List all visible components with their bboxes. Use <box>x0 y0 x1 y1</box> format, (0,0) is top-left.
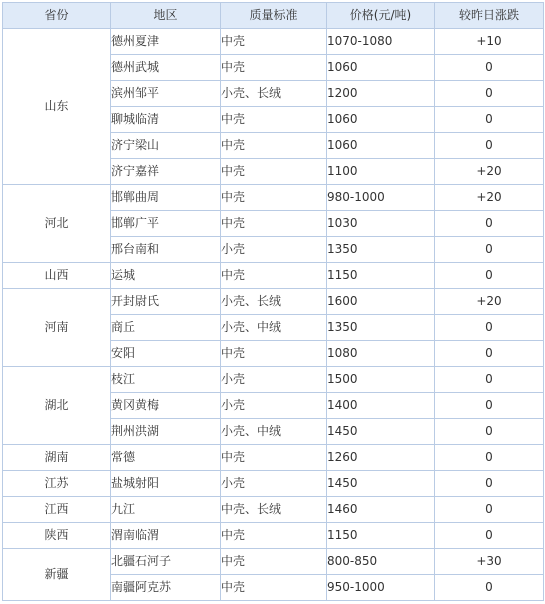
change-cell: 0 <box>435 471 544 497</box>
table-row <box>3 185 544 211</box>
quality-cell: 小壳 <box>221 237 327 263</box>
region-cell: 南疆阿克苏 <box>111 575 221 601</box>
table-body <box>3 29 544 601</box>
header-change: 较昨日涨跌 <box>435 3 544 29</box>
region-cell: 济宁梁山 <box>111 133 221 159</box>
header-row <box>3 3 544 29</box>
change-cell: +10 <box>435 29 544 55</box>
region-cell: 邢台南和 <box>111 237 221 263</box>
price-cell: 1350 <box>327 315 435 341</box>
province-cell: 江西 <box>3 497 111 523</box>
region-cell: 荆州洪湖 <box>111 419 221 445</box>
price-cell: 1150 <box>327 263 435 289</box>
change-cell: 0 <box>435 445 544 471</box>
change-cell: +20 <box>435 185 544 211</box>
quality-cell: 中壳 <box>221 549 327 575</box>
price-cell: 800-850 <box>327 549 435 575</box>
province-cell: 新疆 <box>3 549 111 601</box>
quality-cell: 中壳 <box>221 523 327 549</box>
change-cell: 0 <box>435 81 544 107</box>
table-header <box>3 3 544 29</box>
quality-cell: 中壳 <box>221 159 327 185</box>
region-cell: 德州武城 <box>111 55 221 81</box>
quality-cell: 中壳 <box>221 445 327 471</box>
region-cell: 邯郸曲周 <box>111 185 221 211</box>
change-cell: +30 <box>435 549 544 575</box>
region-cell: 邯郸广平 <box>111 211 221 237</box>
header-region: 地区 <box>111 3 221 29</box>
change-cell: 0 <box>435 263 544 289</box>
region-cell: 商丘 <box>111 315 221 341</box>
change-cell: 0 <box>435 107 544 133</box>
table-row <box>3 445 544 471</box>
quality-cell: 中壳 <box>221 575 327 601</box>
region-cell: 北疆石河子 <box>111 549 221 575</box>
region-cell: 九江 <box>111 497 221 523</box>
price-cell: 1060 <box>327 133 435 159</box>
quality-cell: 小壳、中绒 <box>221 315 327 341</box>
price-cell: 1500 <box>327 367 435 393</box>
quality-cell: 小壳、中绒 <box>221 419 327 445</box>
change-cell: 0 <box>435 55 544 81</box>
change-cell: +20 <box>435 159 544 185</box>
price-cell: 1080 <box>327 341 435 367</box>
quality-cell: 中壳、长绒 <box>221 497 327 523</box>
quality-cell: 小壳 <box>221 471 327 497</box>
table-row <box>3 367 544 393</box>
region-cell: 盐城射阳 <box>111 471 221 497</box>
price-cell: 1060 <box>327 107 435 133</box>
quality-cell: 中壳 <box>221 107 327 133</box>
price-table <box>2 2 544 601</box>
table-row <box>3 471 544 497</box>
price-cell: 1260 <box>327 445 435 471</box>
price-cell: 1150 <box>327 523 435 549</box>
table-row <box>3 523 544 549</box>
price-cell: 1060 <box>327 55 435 81</box>
header-price: 价格(元/吨) <box>327 3 435 29</box>
table-row <box>3 497 544 523</box>
change-cell: 0 <box>435 133 544 159</box>
province-cell: 河南 <box>3 289 111 367</box>
change-cell: 0 <box>435 341 544 367</box>
price-cell: 1100 <box>327 159 435 185</box>
change-cell: +20 <box>435 289 544 315</box>
region-cell: 渭南临渭 <box>111 523 221 549</box>
region-cell: 枝江 <box>111 367 221 393</box>
quality-cell: 中壳 <box>221 185 327 211</box>
quality-cell: 中壳 <box>221 133 327 159</box>
table-row <box>3 29 544 55</box>
change-cell: 0 <box>435 419 544 445</box>
price-cell: 980-1000 <box>327 185 435 211</box>
change-cell: 0 <box>435 575 544 601</box>
province-cell: 陕西 <box>3 523 111 549</box>
change-cell: 0 <box>435 523 544 549</box>
region-cell: 运城 <box>111 263 221 289</box>
quality-cell: 中壳 <box>221 263 327 289</box>
header-province: 省份 <box>3 3 111 29</box>
price-cell: 1350 <box>327 237 435 263</box>
quality-cell: 中壳 <box>221 211 327 237</box>
province-cell: 江苏 <box>3 471 111 497</box>
region-cell: 聊城临清 <box>111 107 221 133</box>
price-cell: 1030 <box>327 211 435 237</box>
change-cell: 0 <box>435 315 544 341</box>
table-row <box>3 289 544 315</box>
province-cell: 河北 <box>3 185 111 263</box>
price-cell: 1400 <box>327 393 435 419</box>
change-cell: 0 <box>435 393 544 419</box>
quality-cell: 小壳 <box>221 393 327 419</box>
change-cell: 0 <box>435 211 544 237</box>
price-cell: 950-1000 <box>327 575 435 601</box>
region-cell: 德州夏津 <box>111 29 221 55</box>
change-cell: 0 <box>435 237 544 263</box>
region-cell: 滨州邹平 <box>111 81 221 107</box>
quality-cell: 小壳 <box>221 367 327 393</box>
quality-cell: 中壳 <box>221 55 327 81</box>
province-cell: 湖北 <box>3 367 111 445</box>
price-cell: 1450 <box>327 471 435 497</box>
province-cell: 湖南 <box>3 445 111 471</box>
region-cell: 济宁嘉祥 <box>111 159 221 185</box>
price-cell: 1600 <box>327 289 435 315</box>
header-quality: 质量标准 <box>221 3 327 29</box>
quality-cell: 中壳 <box>221 29 327 55</box>
change-cell: 0 <box>435 367 544 393</box>
table-row <box>3 549 544 575</box>
region-cell: 黄冈黄梅 <box>111 393 221 419</box>
table-row <box>3 263 544 289</box>
price-cell: 1460 <box>327 497 435 523</box>
province-cell: 山西 <box>3 263 111 289</box>
quality-cell: 中壳 <box>221 341 327 367</box>
quality-cell: 小壳、长绒 <box>221 81 327 107</box>
change-cell: 0 <box>435 497 544 523</box>
region-cell: 开封尉氏 <box>111 289 221 315</box>
region-cell: 常德 <box>111 445 221 471</box>
price-cell: 1450 <box>327 419 435 445</box>
price-cell: 1070-1080 <box>327 29 435 55</box>
province-cell: 山东 <box>3 29 111 185</box>
quality-cell: 小壳、长绒 <box>221 289 327 315</box>
region-cell: 安阳 <box>111 341 221 367</box>
price-cell: 1200 <box>327 81 435 107</box>
